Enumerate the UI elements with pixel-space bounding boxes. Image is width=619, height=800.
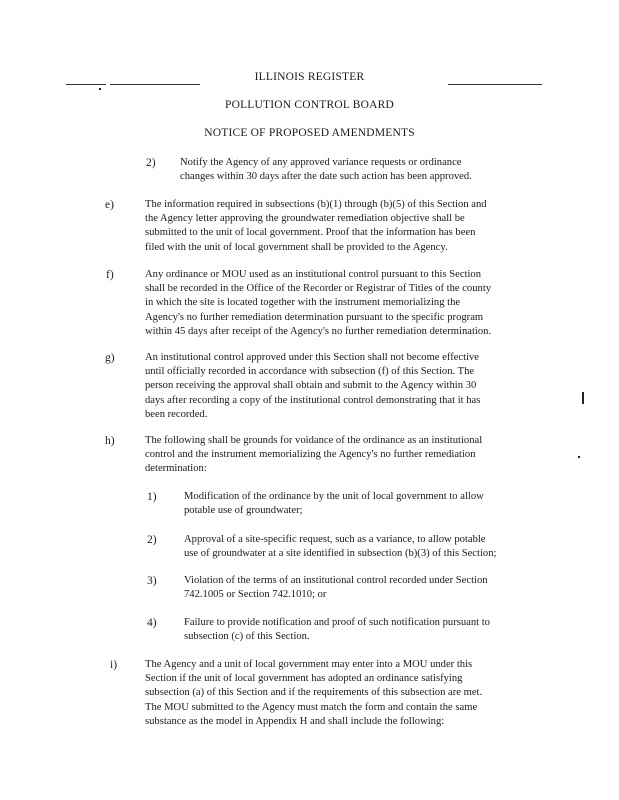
section-i-marker: i) [110, 659, 118, 671]
section-h-item-2-text [184, 533, 554, 561]
item-2-text [180, 156, 550, 184]
section-h-item-1-text [184, 490, 554, 518]
line: Agency's no further remediation determination pursuant to the specific program [145, 311, 484, 323]
line: substance as the model in Appendix H and shall include the following: [145, 715, 445, 727]
notice-title: NOTICE OF PROPOSED AMENDMENTS [204, 127, 415, 139]
header-rule-left-a [66, 84, 106, 85]
line: Failure to provide notification and proof of such notification pursuant to [184, 617, 490, 628]
section-h-marker: h) [105, 435, 115, 447]
line: The MOU submitted to the Agency must match the form and contain the same [145, 701, 478, 713]
line: Section if the unit of local government has adopted an ordinance satisfying [145, 673, 463, 685]
scan-speck [99, 88, 101, 90]
line: been recorded. [145, 408, 208, 420]
line: changes within 30 days after the date such action has been approved. [180, 171, 472, 183]
section-h-item-2-marker: 2) [147, 534, 157, 546]
line: Violation of the terms of an institutional control recorded under Section [184, 575, 488, 586]
line: submitted to the unit of local government. Proof that the information has been [145, 227, 476, 239]
line: subsection (c) of this Section. [184, 631, 310, 643]
line: The following shall be grounds for voidance of the ordinance as an institutional [145, 435, 483, 446]
line: determination: [145, 463, 207, 475]
section-h-item-4-text [184, 616, 554, 644]
line: Any ordinance or MOU used as an institutional control pursuant to this Section [145, 269, 482, 280]
line: until officially recorded in accordance with subsection (f) of this Section. The [145, 366, 475, 378]
section-i-text [145, 658, 565, 729]
line: An institutional control approved under this Section shall not become effective [145, 352, 480, 363]
section-h-item-3-text [184, 574, 554, 602]
line: person receiving the approval shall obtain and submit to the Agency within 30 [145, 380, 477, 392]
line: use of groundwater at a site identified in subsection (b)(3) of this Section; [184, 548, 497, 560]
line: the Agency letter approving the groundwater remediation objective shall be [145, 213, 465, 225]
line: The information required in subsections (b)(1) through (b)(5) of this Section and [145, 199, 487, 210]
section-h-text [145, 434, 555, 477]
section-h-item-1-marker: 1) [147, 491, 157, 503]
line: Approval of a site-specific request, such as a variance, to allow potable [184, 534, 486, 545]
line: Modification of the ordinance by the unit of local government to allow [184, 491, 484, 502]
board-name: POLLUTION CONTROL BOARD [224, 99, 394, 111]
header-rule-right [448, 84, 542, 85]
line: Notify the Agency of any approved variance requests or ordinance [180, 157, 462, 168]
scan-speck [582, 392, 584, 404]
section-g-marker: g) [105, 352, 115, 364]
line: within 45 days after receipt of the Agency's no further remediation determination. [145, 325, 492, 337]
line: shall be recorded in the Office of the Recorder or Registrar of Titles of the county [145, 283, 492, 295]
header-rule-left-b [110, 84, 200, 85]
section-e-marker: e) [105, 199, 114, 211]
line: control and the instrument memorializing the Agency's no further remediation [145, 449, 476, 461]
item-2-marker: 2) [146, 157, 156, 169]
register-title: ILLINOIS REGISTER [254, 71, 365, 83]
line: 742.1005 or Section 742.1010; or [184, 589, 327, 601]
line: in which the site is located together with the instrument memorializing the [145, 297, 461, 309]
line: subsection (a) of this Section and if the requirements of this subsection are met. [145, 687, 483, 699]
scan-speck [578, 456, 580, 458]
section-e-text [145, 198, 555, 255]
section-f-marker: f) [106, 269, 114, 281]
line: filed with the unit of local government shall be provided to the Agency. [145, 241, 448, 253]
section-g-text [145, 351, 555, 422]
line: The Agency and a unit of local government may enter into a MOU under this [145, 659, 473, 670]
section-f-text [145, 268, 565, 339]
line: potable use of groundwater; [184, 505, 303, 517]
line: days after recording a copy of the institutional control demonstrating that it has [145, 394, 481, 406]
section-h-item-4-marker: 4) [147, 617, 157, 629]
section-h-item-3-marker: 3) [147, 575, 157, 587]
